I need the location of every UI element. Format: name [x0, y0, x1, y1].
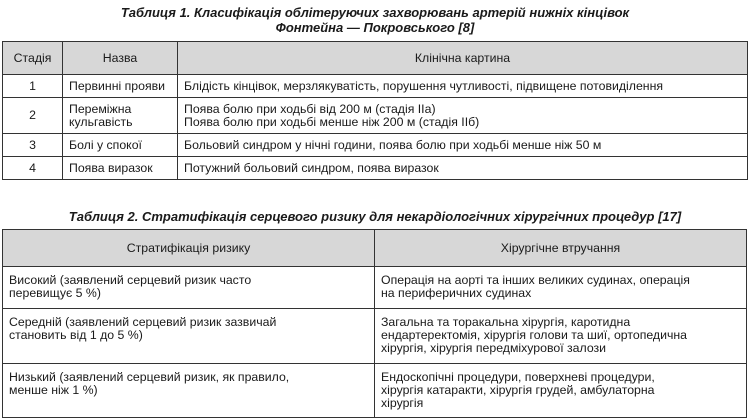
risk-line: Високий (заявлений серцевий ризик часто [9, 273, 252, 287]
surgery-line: Ендоскопічні процедури, поверхневі процедури, [381, 370, 655, 384]
risk-line: становить від 1 до 5 %) [9, 328, 143, 342]
header-clinical-picture: Клінічна картина [178, 42, 748, 75]
classification-table [2, 41, 748, 180]
risk-stratification-table [2, 229, 747, 418]
header-stage: Стадія [3, 42, 63, 75]
picture-cell [178, 134, 748, 157]
surgery-line: Операція на аорті та інших великих судинах, операція [381, 273, 690, 287]
risk-cell [3, 364, 375, 418]
picture-line: Больовий синдром у нічні години, поява болю при ходьбі менше ніж 50 м [184, 137, 602, 152]
stage-cell: 2 [3, 98, 63, 134]
picture-line: Блідість кінцівок, мерзлякуватість, порушення чутливості, підвищене потовиділення [184, 78, 664, 93]
surgery-line: хірургія катаракти, хірургія грудей, амбулаторна [381, 383, 655, 397]
risk-cell [3, 309, 375, 364]
picture-line: Потужний больовий синдром, поява виразок [184, 160, 439, 175]
table-row [3, 98, 748, 134]
risk-line: Середній (заявлений серцевий ризик зазвичай [9, 315, 277, 329]
surgery-line: ендартеректомія, хірургія голови та шиї, ортопедична [381, 328, 688, 342]
table-row [3, 134, 748, 157]
name-cell [63, 75, 178, 98]
name-line: Поява виразок [69, 160, 153, 175]
surgery-cell [375, 364, 747, 418]
table-row [3, 309, 747, 364]
table1-caption-line1: Таблиця 1. Класифікація облітеруючих захворювань артерій нижніх кінцівок [120, 5, 630, 20]
risk-line: менше ніж 1 %) [9, 383, 98, 397]
surgery-line: на периферичних судинах [381, 286, 532, 300]
risk-cell [3, 267, 375, 309]
picture-line: Поява болю при ходьбі менше ніж 200 м (стадія ІІб) [184, 114, 480, 129]
picture-cell [178, 157, 748, 180]
stage-cell: 4 [3, 157, 63, 180]
surgery-line: хірургія [381, 396, 424, 410]
table-row [3, 157, 748, 180]
surgery-cell [375, 309, 747, 364]
picture-cell [178, 98, 748, 134]
table-row [3, 75, 748, 98]
surgery-line: Загальна та торакальна хірургія, каротидна [381, 315, 631, 329]
table-header-row [3, 230, 747, 267]
name-line: Болі у спокої [69, 137, 142, 152]
name-cell [63, 98, 178, 134]
header-surgery: Хірургічне втручання [375, 230, 747, 267]
name-line: кульгавість [69, 114, 133, 129]
surgery-line: хірургія, хірургія передміхурової залози [381, 341, 607, 355]
header-risk: Стратифікація ризику [3, 230, 375, 267]
table-header-row [3, 42, 748, 75]
surgery-cell [375, 267, 747, 309]
table1-caption-line2: Фонтейна — Покровського [8] [275, 20, 475, 35]
name-cell [63, 157, 178, 180]
name-cell [63, 134, 178, 157]
stage-cell: 1 [3, 75, 63, 98]
stage-cell: 3 [3, 134, 63, 157]
table-row [3, 364, 747, 418]
risk-line: перевищує 5 %) [9, 286, 101, 300]
table2-caption: Таблиця 2. Стратифікація серцевого ризику для некардіологічних хірургічних процедур [17] [68, 209, 682, 224]
picture-cell [178, 75, 748, 98]
name-line: Переміжна [69, 101, 132, 116]
table1-caption [0, 5, 750, 35]
header-name: Назва [63, 42, 178, 75]
risk-line: Низький (заявлений серцевий ризик, як правило, [9, 370, 290, 384]
picture-line: Поява болю при ходьбі від 200 м (стадія ІІа) [184, 101, 436, 116]
table-row [3, 267, 747, 309]
name-line: Первинні прояви [69, 78, 166, 93]
